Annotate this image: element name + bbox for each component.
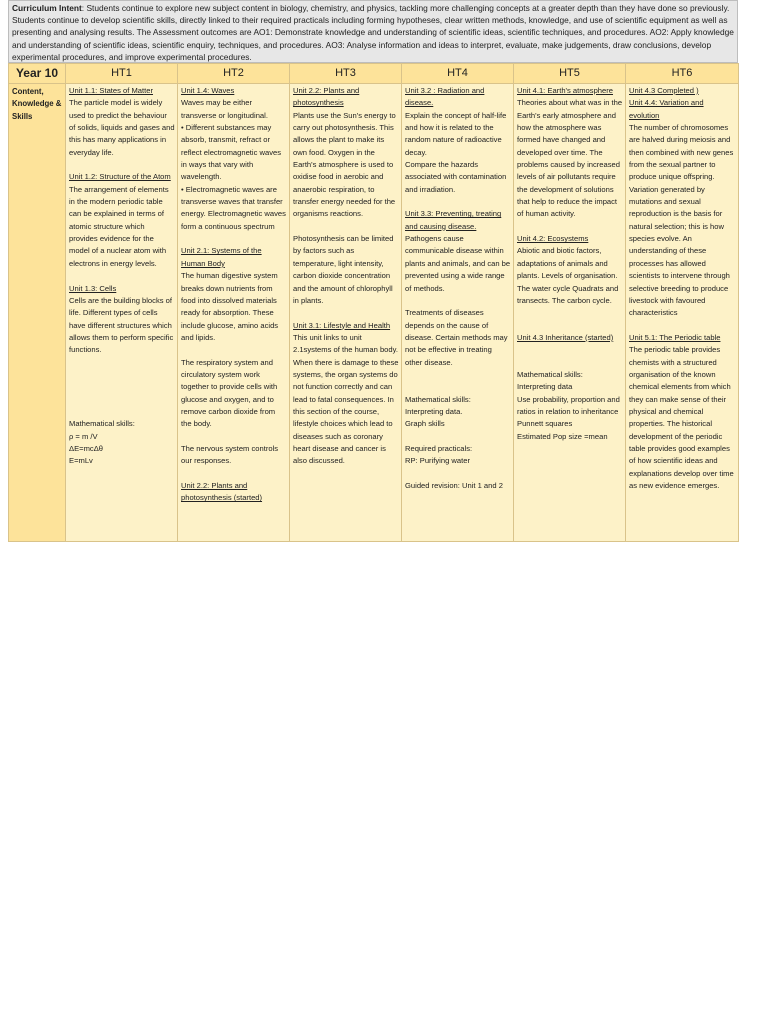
cell-ht5 xyxy=(514,84,626,542)
header-ht4: HT4 xyxy=(402,64,514,84)
cell-text-line: everyday life. xyxy=(69,147,114,157)
cell-ht3 xyxy=(290,84,402,542)
cell-text-line: Required practicals: xyxy=(405,443,473,453)
cell-text-line: Plants use the Sun's energy to carry out photosynthesis. This allows the plant to make its own food. Oxygen in the Earth's atmosphere is used to oxidise food in aerobic and anaerobic respiration, to transfer energy needed for the organisms reactions. xyxy=(293,110,396,219)
unit-heading: Unit 4.2: Ecosystems xyxy=(517,234,589,244)
cell-text-line xyxy=(181,431,287,443)
cell-ht2 xyxy=(178,84,290,542)
cell-text-line xyxy=(405,431,511,443)
cell-text-line xyxy=(181,468,287,480)
cell-text-line: Mathematical skills: xyxy=(69,419,135,429)
cell-text-line: RP: Purifying water xyxy=(405,456,470,466)
cell-text-line: Interpreting data. xyxy=(405,406,463,416)
curriculum-intent-text: : Students continue to explore new subject content in biology, chemistry, and physics, tackling more challenging concepts at a greater depth than they have done so previously. Students continue to develop scientific skills, directly linked to their required practicals including forming hypotheses, clear written methods, knowledge, and use of scientific equipment as well as presenting and analysing results. The Assessment outcomes are AO1: Demonstrate knowledge and understanding of scientific ideas, scientific techniques, and procedures. AO2: Apply knowledge and understanding of scientific ideas, scientific enquiry, techniques, and procedures. AO3: Analyse information and ideas to interpret, evaluate, make judgements, draw conclusions, develop experimental procedures, and improve experimental procedures. xyxy=(12,3,734,62)
cell-text-line: Theories about what was in the Earth's early atmosphere and how the atmosphere was formed have changed and developed over time. The problems caused by increased levels of air pollutants require the development of solutions that help to reduce the impact of human activity. xyxy=(517,98,623,219)
cell-text-line: • Electromagnetic waves are transverse waves that transfer xyxy=(181,184,283,207)
header-row xyxy=(9,64,739,84)
cell-text-line xyxy=(517,320,623,332)
header-ht5: HT5 xyxy=(514,64,626,84)
cell-text-line: This unit links to unit 2.1systems of the human body. xyxy=(293,332,398,355)
cell-text-line: Treatments of diseases depends on the cause of disease. Certain methods may not be effective in treating other disease. xyxy=(405,308,508,367)
unit-heading: Unit 2.2: Plants and photosynthesis (started) xyxy=(181,481,263,503)
row-label-content: Content, Knowledge & Skills xyxy=(9,84,66,542)
unit-heading: Unit 1.3: Cells xyxy=(69,283,117,293)
cell-text-line: Abiotic and biotic factors, adaptations of animals and plants. Levels of organisation. The water cycle Quadrats and transects. The carbon cycle. xyxy=(517,246,619,305)
cell-text-line: Punnett squares xyxy=(517,419,573,429)
cell-text-line xyxy=(69,357,175,369)
cell-text-line: Pathogens cause communicable disease within plants and animals, and can be prevented using a wide range of methods. xyxy=(405,234,511,293)
year-label: Year 10 xyxy=(9,64,66,84)
unit-heading: Unit 3.3: Preventing, treating and causing disease. xyxy=(405,209,502,231)
cell-text-line xyxy=(517,357,623,369)
header-ht3: HT3 xyxy=(290,64,402,84)
curriculum-sheet xyxy=(8,0,738,542)
cell-text-line: The arrangement of elements in the modern periodic table can be explained in terms of atomic structure which provides evidence for the model of a nuclear atom with electrons in energy levels. xyxy=(69,184,169,268)
cell-text-line: Compare the hazards associated with contamination and irradiation. xyxy=(405,160,507,194)
cell-text-line: energy. Electromagnetic waves form a continuous spectrum xyxy=(181,209,286,231)
unit-heading: Unit 4.1: Earth's atmosphere xyxy=(517,86,613,95)
cell-text-line xyxy=(405,468,511,480)
cell-text-line xyxy=(293,221,399,233)
cell-text-line xyxy=(293,307,399,319)
cell-text-line: The respiratory system and circulatory system work together to provide cells with glucose and oxygen, and to remove carbon dioxide from the body. xyxy=(181,357,278,429)
unit-heading: Unit 1.1: States of Matter xyxy=(69,86,153,95)
cell-text-line: Photosynthesis can be limited by factors such as temperature, light intensity, carbon dioxide concentration and the amount of chlorophyll in plants. xyxy=(293,234,394,305)
cell-text-line xyxy=(517,307,623,319)
cell-text-line xyxy=(69,406,175,418)
curriculum-table xyxy=(8,63,739,542)
curriculum-intent xyxy=(8,0,738,63)
cell-text-line: E=mLv xyxy=(69,456,93,466)
unit-heading: Unit 4.3 Completed ) xyxy=(629,86,699,95)
cell-ht6 xyxy=(626,84,739,542)
header-ht1: HT1 xyxy=(66,64,178,84)
cell-text-line: The nervous system controls our responses. xyxy=(181,443,279,466)
cell-text-line xyxy=(405,196,511,208)
cell-text-line: Explain the concept of half-life and how it is related to the random nature of radioactive decay. xyxy=(405,110,507,157)
cell-text-line: Interpreting data xyxy=(517,382,573,392)
cell-text-line: • Different substances may absorb, transmit, refract or reflect electromagnetic waves in ways that vary with wavelength. xyxy=(181,123,282,182)
cell-text-line xyxy=(69,159,175,171)
unit-heading: Unit 2.1: Systems of the Human Body xyxy=(181,246,262,268)
header-ht2: HT2 xyxy=(178,64,290,84)
unit-heading: Unit 5.1: The Periodic table xyxy=(629,332,721,342)
cell-text-line xyxy=(517,344,623,356)
cell-text-line xyxy=(69,369,175,381)
cell-text-line xyxy=(629,320,736,332)
cell-text-line: The number of chromosomes are halved during meiosis and then combined with new genes from the sexual partner to produce unique offspring. Variation generated by mutations and sexual reproduction is the basis for natural selection; this is how species evolve. An understanding of these processes has allowed scientists to intervene through selective breeding to produce livestock with favoured characteristics xyxy=(629,123,734,318)
cell-text-line: Estimated Pop size =mean xyxy=(517,431,608,441)
header-ht6: HT6 xyxy=(626,64,739,84)
cell-text-line: The particle model is widely used to predict the behaviour xyxy=(69,98,167,120)
unit-heading: Unit 4.4: Variation and evolution xyxy=(629,98,704,120)
cell-ht1 xyxy=(66,84,178,542)
content-row xyxy=(9,84,739,542)
cell-text-line: When there is damage to these systems, the organ systems do not function correctly and can lead to fatal consequences. In this section of the course, lifestyle choices which lead to diseases such as coronary heart disease and cancer is also discussed. xyxy=(293,357,399,466)
cell-text-line xyxy=(69,381,175,393)
cell-ht4 xyxy=(402,84,514,542)
unit-heading: Unit 3.1: Lifestyle and Health xyxy=(293,320,391,330)
cell-text-line: Waves may be either transverse or longitudinal. xyxy=(181,98,268,120)
cell-text-line: Graph skills xyxy=(405,419,445,429)
cell-text-line: Use probability, proportion and ratios in relation to inheritance xyxy=(517,394,620,416)
cell-text-line xyxy=(405,369,511,381)
cell-text-line xyxy=(181,233,287,245)
cell-text-line xyxy=(405,381,511,393)
cell-text-line: ρ = m /V xyxy=(69,431,98,441)
cell-text-line: Mathematical skills: xyxy=(517,369,583,379)
unit-heading: Unit 3.2 : Radiation and disease. xyxy=(405,86,485,108)
cell-text-line xyxy=(405,295,511,307)
cell-text-line: The periodic table provides chemists with a structured organisation of the known chemical elements from which they can make sense of their physical and chemical properties. The historical development of the periodic table provides good examples of how scientific ideas and explanations develop over time as new evidence emerges. xyxy=(629,345,734,490)
cell-text-line: The human digestive system breaks down nutrients from food into dissolved materials ready for absorption. These include glucose, amino acids and lipids. xyxy=(181,271,279,342)
unit-heading: Unit 1.2: Structure of the Atom xyxy=(69,172,171,182)
cell-text-line: Cells are the building blocks of life. Different types of cells have different structures which allows them to perform specific functions. xyxy=(69,295,174,355)
cell-text-line: Guided revision: Unit 1 and 2 xyxy=(405,481,503,490)
unit-heading: Unit 2.2: Plants and photosynthesis xyxy=(293,86,360,108)
cell-text-line xyxy=(69,270,175,282)
cell-text-line xyxy=(69,394,175,406)
cell-text-line: Mathematical skills: xyxy=(405,394,471,404)
cell-text-line: of solids, liquids and gases and this has many applications in xyxy=(69,123,175,145)
unit-heading: Unit 1.4: Waves xyxy=(181,86,235,95)
unit-heading: Unit 4.3 Inheritance (started) xyxy=(517,332,614,342)
cell-text-line: ΔE=mcΔθ xyxy=(69,443,103,453)
cell-text-line xyxy=(517,221,623,233)
cell-text-line xyxy=(181,344,287,356)
curriculum-intent-label: Curriculum Intent xyxy=(12,3,82,13)
